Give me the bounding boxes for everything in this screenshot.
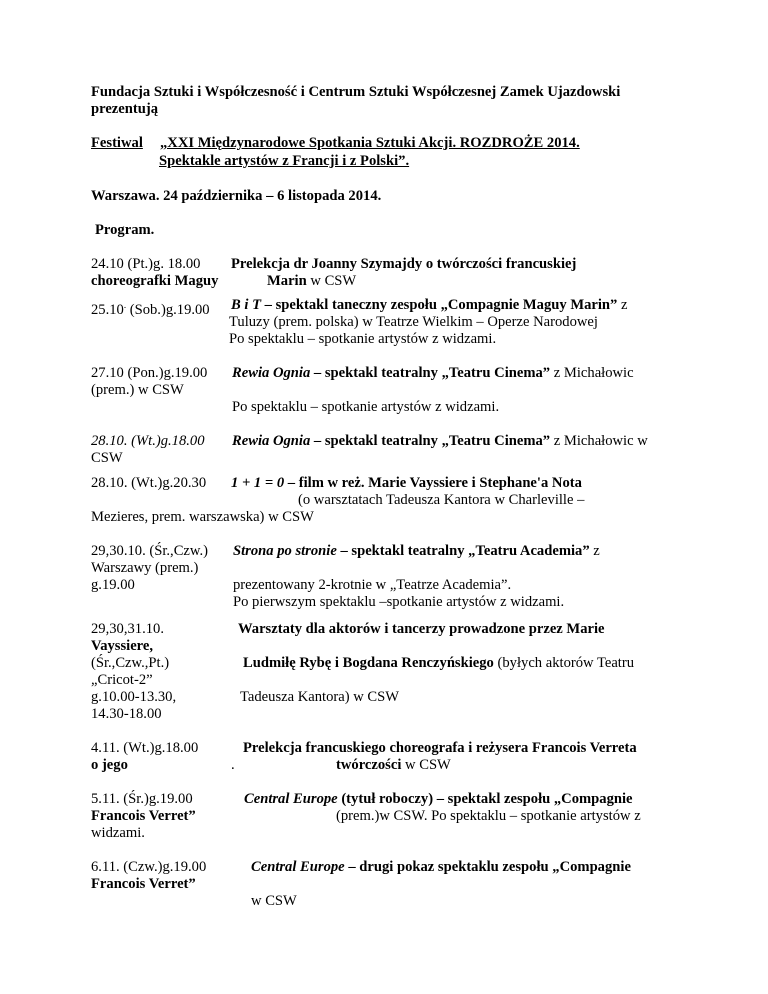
- event3-when-cont: (prem.) w CSW: [91, 382, 184, 398]
- event10-when: 6.11. (Czw.)g.19.00: [91, 859, 207, 875]
- event7-when-cont1: Vayssiere,: [91, 638, 154, 654]
- event2-line3: Po spektaklu – spotkanie artystów z widzami.: [229, 331, 497, 347]
- event2-line2: Tuluzy (prem. polska) w Teatrze Wielkim – Operze Narodowej: [229, 314, 598, 330]
- event7-when-cont2: (Śr.,Czw.,Pt.): [91, 655, 170, 671]
- event9-line2: (prem.)w CSW. Po spektaklu – spotkanie artystów z: [336, 808, 641, 824]
- festival-title-line1: „XXI Międzynarodowe Spotkania Sztuki Akcji. ROZDROŻE 2014.: [160, 135, 580, 151]
- event3-when: 27.10 (Pon.)g.19.00: [91, 365, 208, 381]
- event1-title-cont: choreografki Maguy: [91, 273, 219, 289]
- festival-dates: Warszawa. 24 października – 6 listopada 2014.: [91, 188, 382, 204]
- event9-when-cont1: Francois Verret”: [91, 808, 196, 824]
- event7-title: Warsztaty dla aktorów i tancerzy prowadzone przez Marie: [238, 621, 605, 637]
- event5-line3: Mezieres, prem. warszawska) w CSW: [91, 509, 314, 525]
- event6-line2: prezentowany 2-krotnie w „Teatrze Academia”.: [233, 577, 512, 593]
- organizers-presents: prezentują: [91, 101, 159, 117]
- event5-when: 28.10. (Wt.)g.20.30: [91, 475, 207, 491]
- event7-line2: Ludmiłę Rybę i Bogdana Renczyńskiego (byłych aktorów Teatru: [243, 655, 635, 671]
- program-heading: Program.: [95, 222, 155, 238]
- event7-when-cont3: „Cricot-2”: [91, 672, 153, 688]
- event8-dot: .: [231, 757, 235, 773]
- event5-line2: (o warsztatach Tadeusza Kantora w Charleville –: [298, 492, 585, 508]
- event10-line2: w CSW: [251, 893, 297, 909]
- event10-title: Central Europe – drugi pokaz spektaklu zespołu „Compagnie: [251, 859, 631, 875]
- event8-line2: twórczości w CSW: [336, 757, 451, 773]
- event1-title: Prelekcja dr Joanny Szymajdy o twórczości francuskiej: [231, 256, 577, 272]
- event9-title: Central Europe (tytuł roboczy) – spektakl zespołu „Compagnie: [244, 791, 633, 807]
- event4-title: Rewia Ognia – spektakl teatralny „Teatru Cinema” z Michałowic w: [232, 433, 648, 449]
- event2-when: 25.10. (Sob.)g.19.00: [91, 300, 210, 318]
- event7-when-cont4: g.10.00-13.30,: [91, 689, 177, 705]
- event9-when-cont2: widzami.: [91, 825, 145, 841]
- event3-line2: Po spektaklu – spotkanie artystów z widzami.: [232, 399, 500, 415]
- event6-when-cont1: Warszawy (prem.): [91, 560, 199, 576]
- event7-when: 29,30,31.10.: [91, 621, 164, 637]
- event8-title: Prelekcja francuskiego choreografa i reżysera Francois Verreta: [243, 740, 637, 756]
- event6-when-cont2: g.19.00: [91, 577, 135, 593]
- event7-line3: Tadeusza Kantora) w CSW: [240, 689, 400, 705]
- event6-line3: Po pierwszym spektaklu –spotkanie artystów z widzami.: [233, 594, 565, 610]
- event8-when: 4.11. (Wt.)g.18.00: [91, 740, 199, 756]
- event7-when-cont5: 14.30-18.00: [91, 706, 162, 722]
- event3-title: Rewia Ognia – spektakl teatralny „Teatru Cinema” z Michałowic: [232, 365, 634, 381]
- festival-label: Festiwal: [91, 135, 143, 151]
- event6-when: 29,30.10. (Śr.,Czw.): [91, 543, 209, 559]
- event1-title-cont2: Marin w CSW: [267, 273, 357, 289]
- event4-when-cont: CSW: [91, 450, 123, 466]
- event1-when: 24.10 (Pt.)g. 18.00: [91, 256, 201, 272]
- festival-title-line2: Spektakle artystów z Francji i z Polski”.: [159, 153, 410, 169]
- event2-title: B i T – spektakl taneczny zespołu „Compagnie Maguy Marin” z: [231, 297, 628, 313]
- event8-when-cont: o jego: [91, 757, 128, 773]
- event4-when: 28.10. (Wt.)g.18.00: [91, 433, 205, 449]
- event9-when: 5.11. (Śr.)g.19.00: [91, 791, 193, 807]
- event10-when-cont: Francois Verret”: [91, 876, 196, 892]
- event5-title: 1 + 1 = 0 – film w reż. Marie Vayssiere i Stephane'a Nota: [231, 475, 582, 491]
- event6-title: Strona po stronie – spektakl teatralny „Teatru Academia” z: [233, 543, 600, 559]
- organizers-line: Fundacja Sztuki i Współczesność i Centrum Sztuki Współczesnej Zamek Ujazdowski: [91, 84, 621, 100]
